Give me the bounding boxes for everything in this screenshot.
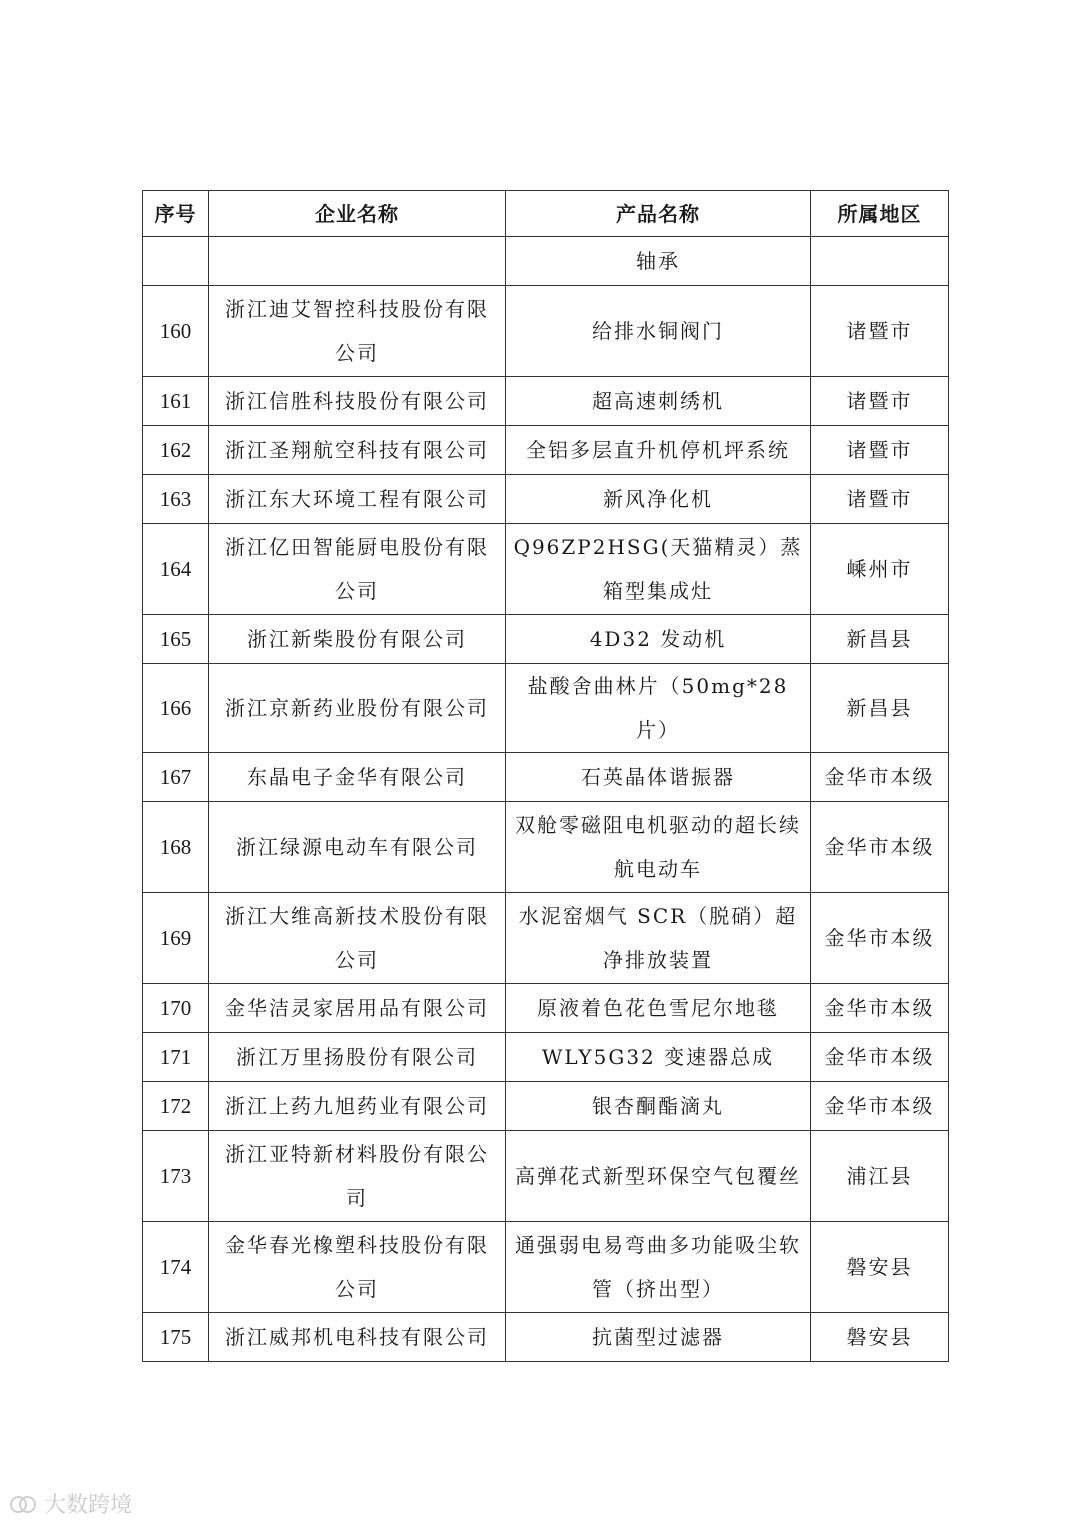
table-row: [143, 426, 949, 475]
table-row: [143, 475, 949, 524]
cell-company-name: 浙江万里扬股份有限公司: [209, 1033, 506, 1082]
table-row: [143, 664, 949, 753]
header-region: 所属地区: [811, 191, 949, 237]
cell-company-name: 金华春光橡塑科技股份有限公司: [209, 1222, 506, 1313]
cell-product-name: 盐酸舍曲林片（50mg*28 片）: [506, 664, 811, 753]
cell-company-name: 浙江绿源电动车有限公司: [209, 802, 506, 893]
cell-serial-number: 161: [143, 377, 209, 426]
watermark-text: 大数跨境: [44, 1493, 133, 1518]
cell-serial-number: 171: [143, 1033, 209, 1082]
cell-region: 嵊州市: [811, 524, 949, 615]
cell-product-name: 轴承: [506, 237, 811, 286]
header-company-name: 企业名称: [209, 191, 506, 237]
cell-product-name: 抗菌型过滤器: [506, 1313, 811, 1362]
table-row: [143, 893, 949, 984]
table-row: [143, 1082, 949, 1131]
watermark: [10, 1488, 132, 1519]
table-row: [143, 377, 949, 426]
cell-product-name: 新风净化机: [506, 475, 811, 524]
cell-company-name: 浙江亚特新材料股份有限公司: [209, 1131, 506, 1222]
cell-product-name: 全铝多层直升机停机坪系统: [506, 426, 811, 475]
cell-region: [811, 237, 949, 286]
cell-product-name: 4D32 发动机: [506, 615, 811, 664]
cell-region: 金华市本级: [811, 802, 949, 893]
cell-region: 金华市本级: [811, 753, 949, 802]
cell-company-name: [209, 237, 506, 286]
table-row: [143, 1131, 949, 1222]
cell-company-name: 浙江东大环境工程有限公司: [209, 475, 506, 524]
cell-product-name: 水泥窑烟气 SCR（脱硝）超净排放装置: [506, 893, 811, 984]
table-row: [143, 615, 949, 664]
cell-product-name: Q96ZP2HSG(天猫精灵）蒸箱型集成灶: [506, 524, 811, 615]
cell-serial-number: 169: [143, 893, 209, 984]
cell-serial-number: 172: [143, 1082, 209, 1131]
cell-serial-number: 164: [143, 524, 209, 615]
cell-serial-number: 174: [143, 1222, 209, 1313]
table-row: [143, 1222, 949, 1313]
cell-region: 诸暨市: [811, 475, 949, 524]
cell-region: 诸暨市: [811, 286, 949, 377]
table-body: [143, 237, 949, 1362]
cell-region: 新昌县: [811, 664, 949, 753]
cell-serial-number: 170: [143, 984, 209, 1033]
cell-serial-number: 168: [143, 802, 209, 893]
cell-region: 金华市本级: [811, 893, 949, 984]
cell-serial-number: 160: [143, 286, 209, 377]
cell-region: 诸暨市: [811, 426, 949, 475]
cell-company-name: 浙江亿田智能厨电股份有限公司: [209, 524, 506, 615]
table-row: [143, 1033, 949, 1082]
cell-company-name: 浙江大维高新技术股份有限公司: [209, 893, 506, 984]
cell-region: 新昌县: [811, 615, 949, 664]
header-product-name: 产品名称: [506, 191, 811, 237]
cell-product-name: 给排水铜阀门: [506, 286, 811, 377]
header-serial-number: 序号: [143, 191, 209, 237]
cell-serial-number: 165: [143, 615, 209, 664]
logo-rings-icon: [10, 1493, 40, 1515]
table-row: [143, 286, 949, 377]
table-row: [143, 802, 949, 893]
cell-product-name: WLY5G32 变速器总成: [506, 1033, 811, 1082]
cell-region: 金华市本级: [811, 1033, 949, 1082]
cell-company-name: 浙江上药九旭药业有限公司: [209, 1082, 506, 1131]
table-row: [143, 524, 949, 615]
cell-company-name: 金华洁灵家居用品有限公司: [209, 984, 506, 1033]
table-row: [143, 1313, 949, 1362]
product-list-table: [142, 190, 949, 1362]
cell-product-name: 高弹花式新型环保空气包覆丝: [506, 1131, 811, 1222]
cell-company-name: 浙江圣翔航空科技有限公司: [209, 426, 506, 475]
cell-product-name: 双舱零磁阻电机驱动的超长续航电动车: [506, 802, 811, 893]
cell-serial-number: [143, 237, 209, 286]
table-row: [143, 984, 949, 1033]
cell-company-name: 浙江信胜科技股份有限公司: [209, 377, 506, 426]
cell-product-name: 石英晶体谐振器: [506, 753, 811, 802]
cell-serial-number: 166: [143, 664, 209, 753]
cell-serial-number: 163: [143, 475, 209, 524]
cell-product-name: 通强弱电易弯曲多功能吸尘软管（挤出型）: [506, 1222, 811, 1313]
cell-region: 浦江县: [811, 1131, 949, 1222]
cell-company-name: 浙江京新药业股份有限公司: [209, 664, 506, 753]
cell-region: 金华市本级: [811, 984, 949, 1033]
cell-region: 磐安县: [811, 1222, 949, 1313]
cell-region: 磐安县: [811, 1313, 949, 1362]
cell-company-name: 浙江迪艾智控科技股份有限公司: [209, 286, 506, 377]
cell-company-name: 浙江新柴股份有限公司: [209, 615, 506, 664]
cell-serial-number: 167: [143, 753, 209, 802]
table-header-row: [143, 191, 949, 237]
cell-company-name: 浙江威邦机电科技有限公司: [209, 1313, 506, 1362]
cell-serial-number: 162: [143, 426, 209, 475]
cell-company-name: 东晶电子金华有限公司: [209, 753, 506, 802]
cell-product-name: 原液着色花色雪尼尔地毯: [506, 984, 811, 1033]
cell-serial-number: 175: [143, 1313, 209, 1362]
cell-product-name: 超高速刺绣机: [506, 377, 811, 426]
table-row: [143, 753, 949, 802]
cell-region: 诸暨市: [811, 377, 949, 426]
cell-serial-number: 173: [143, 1131, 209, 1222]
table-row: [143, 237, 949, 286]
cell-product-name: 银杏酮酯滴丸: [506, 1082, 811, 1131]
cell-region: 金华市本级: [811, 1082, 949, 1131]
